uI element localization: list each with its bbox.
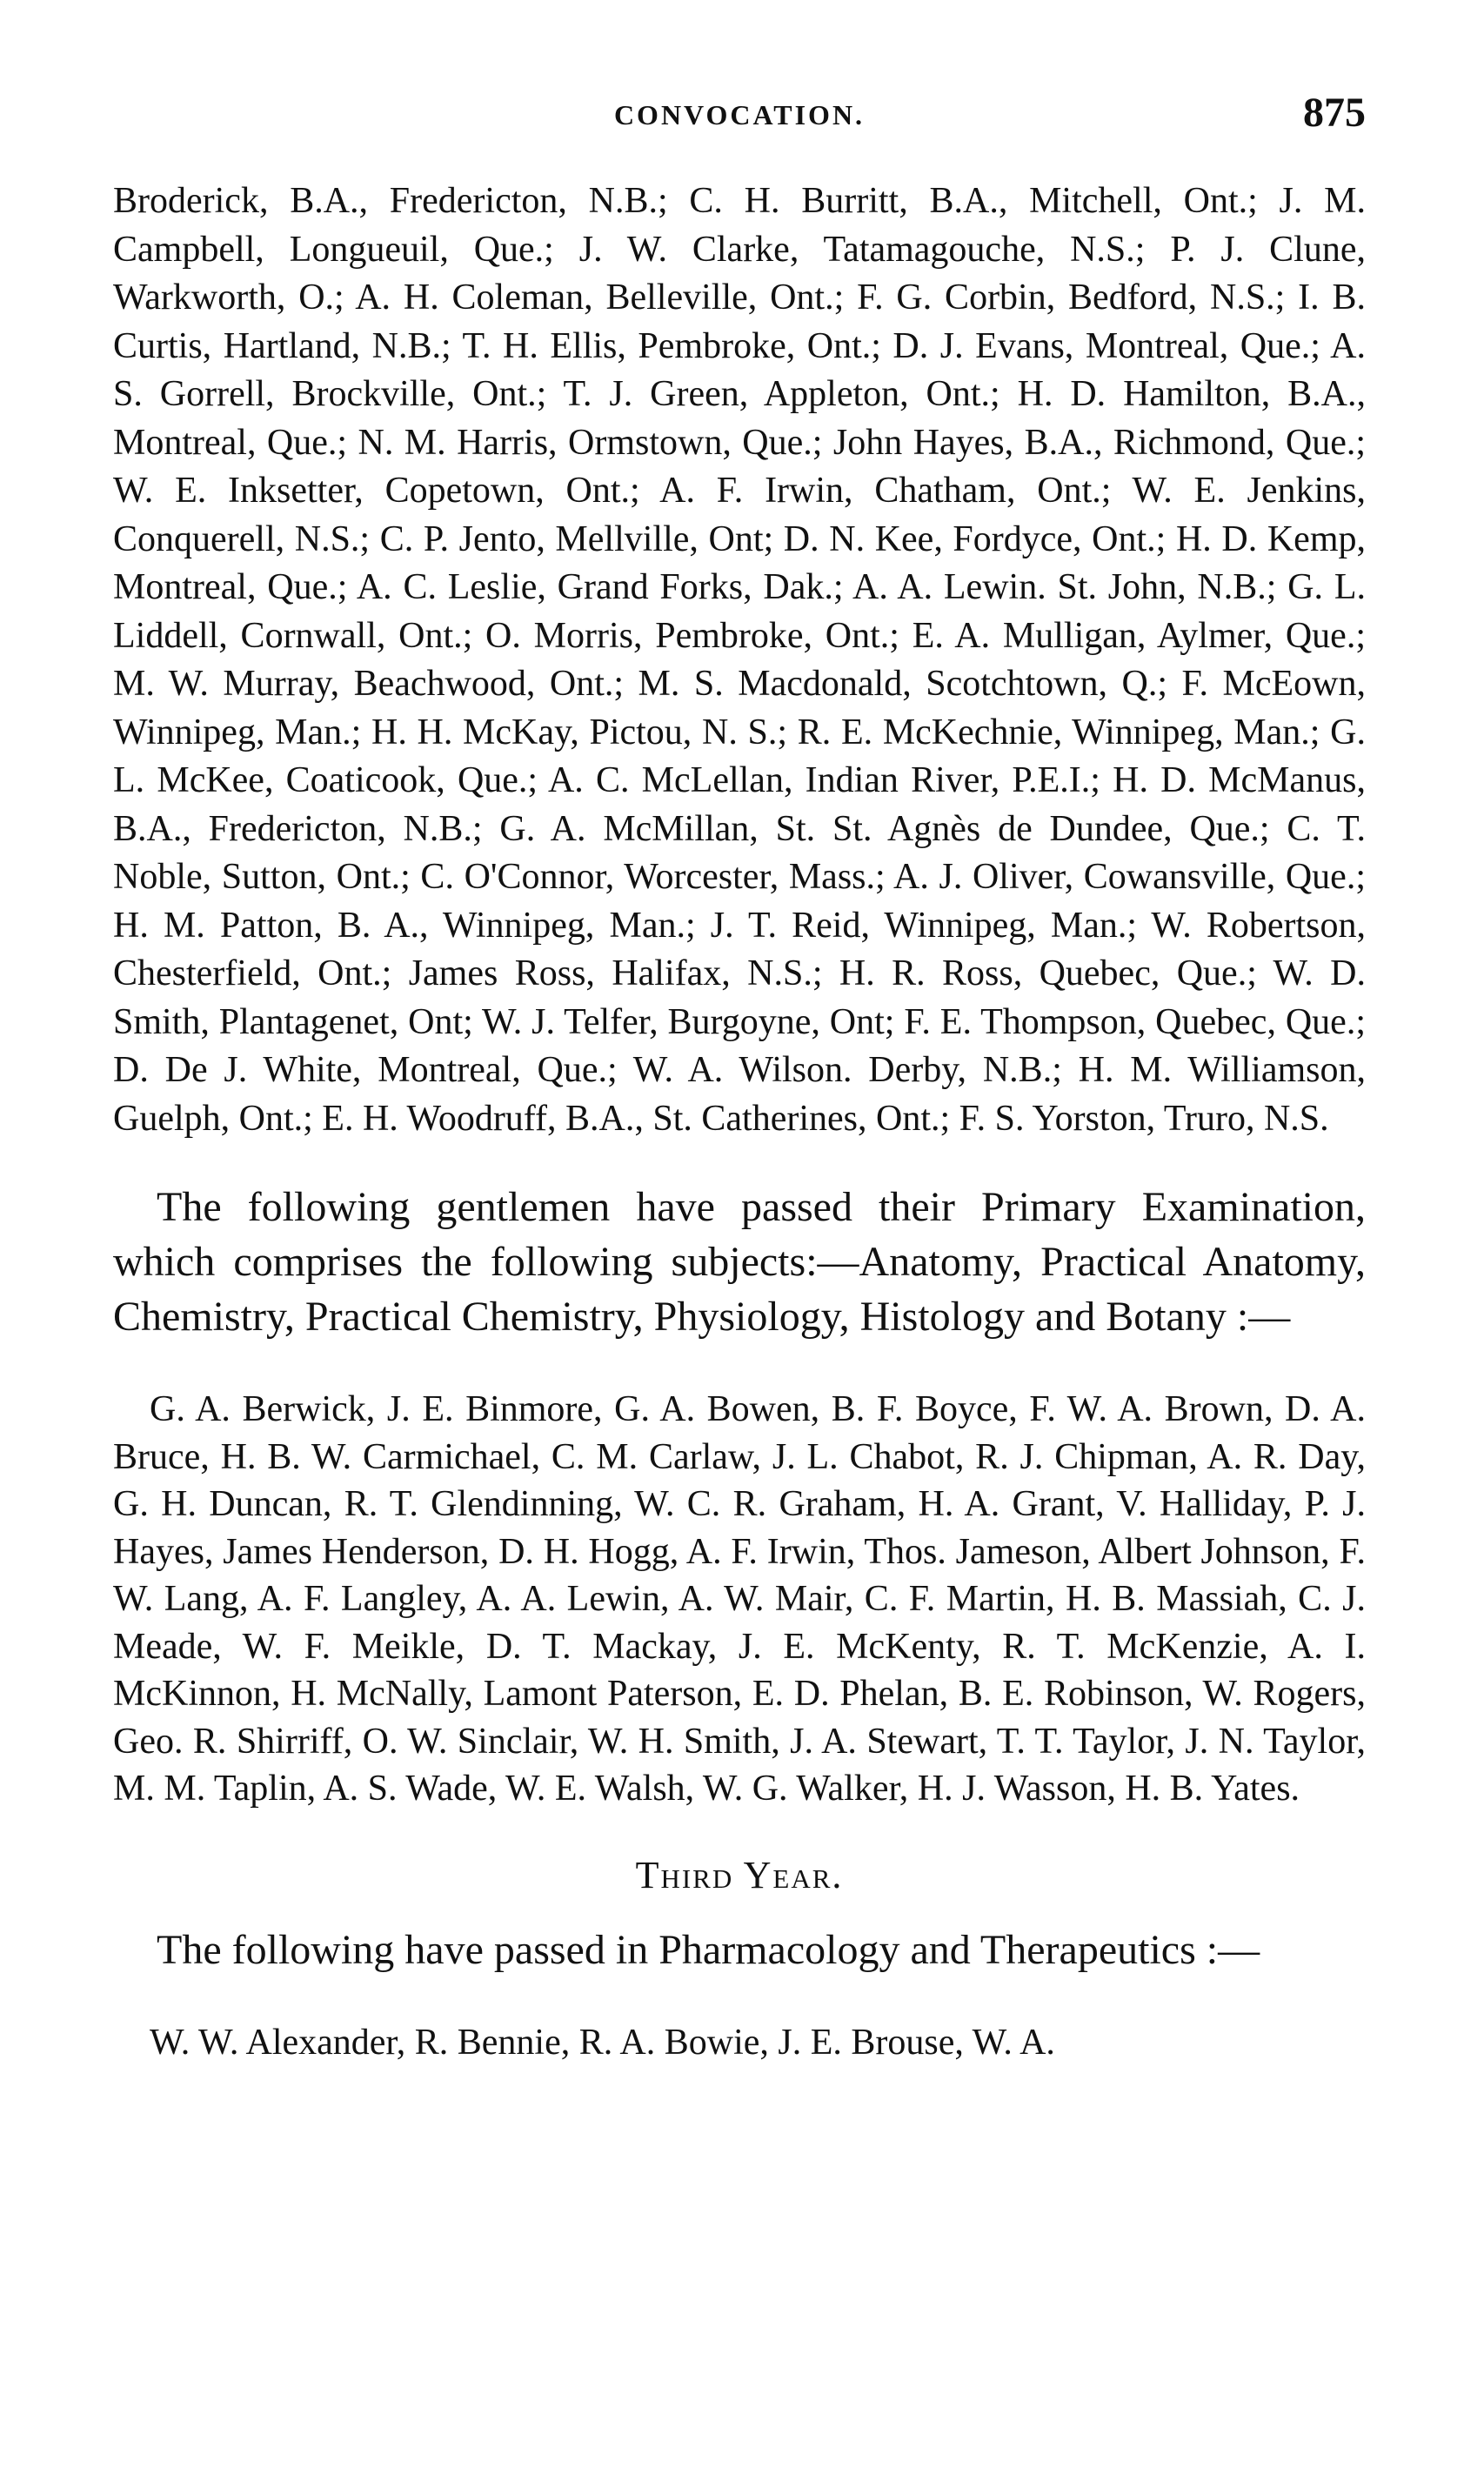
primary-exam-names: G. A. Berwick, J. E. Binmore, G. A. Bowen, B. F. Boyce, F. W. A. Brown, D. A. Bruce, H. B. W. Carmichael, C. M. Carlaw, J. L. Chabot, R. J. Chipman, A. R. Day, G. H. Duncan, R. T. Glendinning, W. C. R. Graham, H. A. Grant, V. Halliday, P. J. Hayes, James Henderson, D. H. Hogg, A. F. Irwin, Thos. Jameson, Albert Johnson, F. W. Lang, A. F. Langley, A. A. Lewin, A. W. Mair, C. F. Martin, H. B. Massiah, C. J. Meade, W. F. Meikle, D. T. Mackay, J. E. McKenty, R. T. McKenzie, A. I. McKinnon, H. McNally, Lamont Paterson, E. D. Phelan, B. E. Robinson, W. Rogers, Geo. R. Shirriff, O. W. Sinclair, W. H. Smith, J. A. Stewart, T. T. Taylor, J. N. Taylor, M. M. Taplin, A. S. Wade, W. E. Walsh, W. G. Walker, H. J. Wasson, H. B. Yates. (113, 1389, 1366, 1809)
section-heading-third-year (113, 1849, 1366, 1902)
graduates-list: Broderick, B.A., Fredericton, N.B.; C. H. Burritt, B.A., Mitchell, Ont.; J. M. Campbell, Longueuil, Que.; J. W. Clarke, Tatamagouche, N.S.; P. J. Clune, Warkworth, O.; A. H. Coleman, Belleville, Ont.; F. G. Corbin, Bedford, N.S.; I. B. Curtis, Hartland, N.B.; T. H. Ellis, Pembroke, Ont.; D. J. Evans, Montreal, Que.; A. S. Gorrell, Brockville, Ont.; T. J. Green, Appleton, Ont.; H. D. Hamilton, B.A., Montreal, Que.; N. M. Harris, Ormstown, Que.; John Hayes, B.A., Richmond, Que.; W. E. Inksetter, Copetown, Ont.; A. F. Irwin, Chatham, Ont.; W. E. Jenkins, Conquerell, N.S.; C. P. Jento, Mellville, Ont; D. N. Kee, Fordyce, Ont.; H. D. Kemp, Montreal, Que.; A. C. Leslie, Grand Forks, Dak.; A. A. Lewin. St. John, N.B.; G. L. Liddell, Cornwall, Ont.; O. Morris, Pembroke, Ont.; E. A. Mulligan, Aylmer, Que.; M. W. Murray, Beachwood, Ont.; M. S. Macdonald, Scotchtown, Q.; F. McEown, Winnipeg, Man.; H. H. McKay, Pictou, N. S.; R. E. McKechnie, Winnipeg, Man.; G. L. McKee, Coaticook, Que.; A. C. McLellan, Indian River, P.E.I.; H. D. McManus, B.A., Fredericton, N.B.; G. A. McMillan, St. St. Agnès de Dundee, Que.; C. T. Noble, Sutton, Ont.; C. O'Connor, Worcester, Mass.; A. J. Oliver, Cowansville, Que.; H. M. Patton, B. A., Winnipeg, Man.; J. T. Reid, Winnipeg, Man.; W. Robertson, Chesterfield, Ont.; James Ross, Halifax, N.S.; H. R. Ross, Quebec, Que.; W. D. Smith, Plantagenet, Ont; W. J. Telfer, Burgoyne, Ont; F. E. Thompson, Quebec, Que.; D. De J. White, Montreal, Que.; W. A. Wilson. Derby, N.B.; H. M. Williamson, Guelph, Ont.; E. H. Woodruff, B.A., St. Catherines, Ont.; F. S. Yorston, Truro, N.S. (113, 181, 1366, 1139)
primary-exam-intro: The following gentlemen have passed their Primary Examination, which comprises the following subjects:—Anatomy, Practical Anatomy, Chemistry, Practical Chemistry, Physiology, Histology and Botany :— (113, 1184, 1366, 1340)
section-heading-label: Third Year. (635, 1853, 844, 1896)
page-number: 875 (1303, 90, 1366, 136)
third-year-intro: The following have passed in Pharmacology and Therapeutics :— (157, 1926, 1260, 1973)
book-page (113, 87, 1366, 2103)
running-head (113, 87, 1366, 148)
running-head-title: CONVOCATION. (613, 99, 866, 130)
third-year-names: W. W. Alexander, R. Bennie, R. A. Bowie, J. E. Brouse, W. A. (150, 2022, 1055, 2063)
